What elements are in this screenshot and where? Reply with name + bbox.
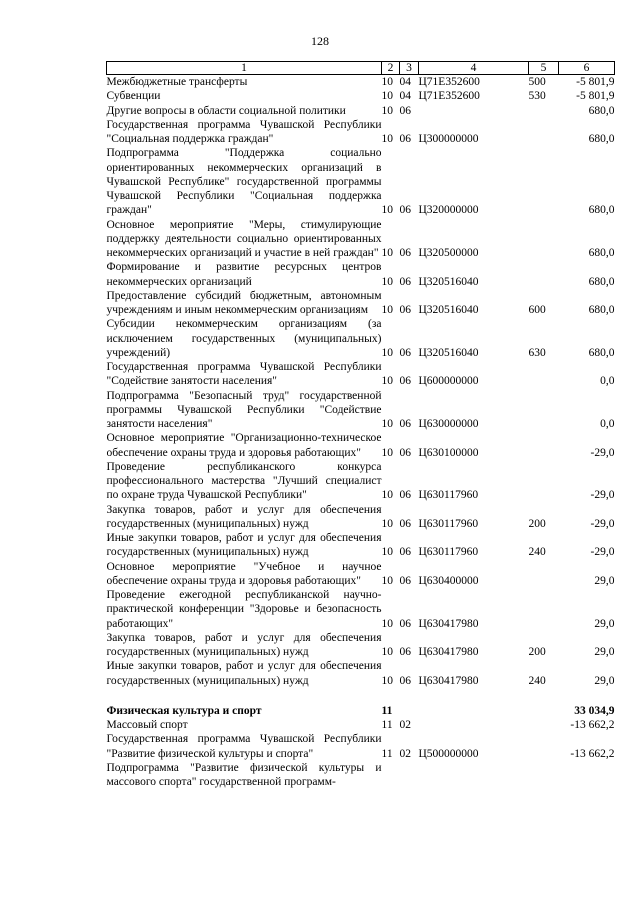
table-row — [107, 732, 615, 761]
row-target-article: Ц630417980 — [418, 646, 479, 658]
row-subsection-code: 06 — [399, 574, 411, 587]
row-target-article: Ц320516040 — [418, 304, 479, 316]
row-target-article: Ц320516040 — [418, 275, 479, 288]
row-name: Другие вопросы в области социальной политики — [106, 104, 346, 117]
row-subsection-code: 06 — [399, 133, 411, 145]
row-name: Межбюджетные трансферты — [106, 76, 248, 88]
row-expense-type — [529, 389, 559, 432]
row-name: Государственная программа Чувашской Республики "Содействие занятости населения" — [106, 361, 382, 388]
row-section-code: 10 — [381, 76, 393, 88]
table-row — [107, 146, 615, 217]
column-header: 2 — [382, 62, 400, 75]
row-section-code: 10 — [381, 646, 393, 658]
column-header: 3 — [400, 62, 419, 75]
row-amount: 29,0 — [594, 674, 615, 687]
row-expense-type — [529, 118, 559, 147]
row-target-article: Ц320500000 — [418, 247, 479, 259]
row-name: Проведение республиканского конкурса профессионального мастерства "Лучший специалист по охране труда Чувашской Республики" — [106, 460, 382, 502]
row-amount: -29,0 — [590, 446, 615, 459]
row-section-code: 10 — [381, 674, 393, 687]
row-name: Закупка товаров, работ и услуг для обеспечения государственных (муниципальных) нужд — [106, 631, 382, 658]
row-section-code: 10 — [381, 546, 393, 559]
row-expense-type — [529, 588, 559, 631]
table-row — [107, 761, 615, 790]
row-target-article: Ц630117960 — [418, 489, 479, 502]
row-expense-type — [529, 146, 559, 217]
table-row — [107, 431, 615, 460]
row-expense-type: 600 — [528, 304, 546, 316]
row-expense-type — [529, 761, 559, 790]
row-subsection-code: 06 — [399, 446, 411, 459]
row-amount: 0,0 — [600, 418, 615, 430]
table-row — [107, 218, 615, 261]
table-row — [107, 560, 615, 589]
row-name: Массовый спорт — [106, 719, 188, 731]
row-section-code: 10 — [381, 574, 393, 587]
row-amount: 33 034,9 — [574, 704, 615, 717]
row-section-code: 10 — [381, 304, 393, 316]
row-name: Иные закупки товаров, работ и услуг для обеспечения государственных (муниципальных) нужд — [106, 532, 382, 559]
row-section-code: 10 — [381, 489, 393, 502]
row-target-article: Ц300000000 — [418, 133, 479, 145]
row-section-code: 10 — [381, 104, 393, 117]
row-target-article: Ц630400000 — [418, 574, 479, 587]
row-section-code: 10 — [381, 418, 393, 430]
row-subsection-code: 02 — [399, 719, 411, 731]
row-subsection-code: 04 — [399, 76, 411, 88]
row-subsection-code: 06 — [399, 674, 411, 687]
column-header: 4 — [419, 62, 529, 75]
row-subsection-code: 06 — [399, 617, 411, 630]
row-subsection-code: 04 — [399, 90, 411, 103]
row-amount: -13 662,2 — [570, 747, 615, 760]
row-amount: -29,0 — [590, 546, 615, 559]
row-expense-type: 500 — [528, 76, 546, 88]
row-name: Основное мероприятие "Меры, стимулирующие поддержку деятельности социально ориентированных некоммерческих организаций и участие в ней граждан" — [106, 218, 382, 259]
row-expense-type: 630 — [528, 346, 546, 359]
row-target-article: Ц630417980 — [418, 617, 479, 630]
row-section-code: 10 — [381, 446, 393, 459]
row-amount: -5 801,9 — [576, 76, 615, 88]
row-subsection-code: 06 — [399, 517, 411, 530]
row-subsection-code: 06 — [399, 104, 411, 117]
row-amount — [559, 761, 615, 790]
table-row — [107, 89, 615, 103]
row-expense-type: 530 — [528, 90, 546, 103]
row-subsection-code — [400, 761, 419, 790]
row-subsection-code: 06 — [399, 204, 411, 217]
row-subsection-code: 06 — [399, 418, 411, 430]
row-amount: 680,0 — [588, 275, 615, 288]
row-amount: -29,0 — [590, 489, 615, 502]
row-name: Предоставление субсидий бюджетным, автономным учреждениям и иным некоммерческим организациям — [106, 289, 382, 316]
column-header: 6 — [559, 62, 615, 75]
row-amount: 680,0 — [588, 304, 615, 316]
row-name: Подпрограмма "Безопасный труд" государственной программы Чувашской Республики "Содействие занятости населения" — [106, 389, 382, 430]
row-name: Закупка товаров, работ и услуг для обеспечения государственных (муниципальных) нужд — [106, 503, 382, 530]
row-name: Субсидии некоммерческим организациям (за исключением государственных (муниципальных) учреждений) — [106, 318, 382, 359]
table-row — [107, 75, 615, 90]
row-section-code: 10 — [381, 275, 393, 288]
row-amount: 680,0 — [588, 133, 615, 145]
table-header — [107, 62, 615, 75]
row-section-code: 10 — [381, 90, 393, 103]
row-section-code: 11 — [381, 747, 393, 760]
row-subsection-code: 06 — [399, 275, 411, 288]
row-target-article: Ц630117960 — [418, 546, 479, 559]
table-row — [107, 659, 615, 688]
table-row — [107, 531, 615, 560]
row-amount: 680,0 — [588, 204, 615, 217]
row-subsection-code: 06 — [399, 375, 411, 388]
row-subsection-code: 06 — [399, 247, 411, 259]
row-name: Физическая культура и спорт — [106, 704, 262, 717]
row-name: Основное мероприятие "Организационно-техническое обеспечение охраны труда и здоровья работающих" — [106, 432, 382, 459]
row-target-article — [419, 718, 529, 732]
row-name: Государственная программа Чувашской Республики "Социальная поддержка граждан" — [106, 118, 382, 145]
row-target-article: Ц600000000 — [418, 375, 479, 388]
row-expense-type — [529, 218, 559, 261]
row-expense-type: 200 — [528, 517, 546, 530]
row-name: Проведение ежегодной республиканской научно-практической конференции "Здоровье и безопасность работающих" — [106, 589, 382, 630]
row-target-article — [419, 704, 529, 718]
spacer-row — [107, 688, 615, 704]
row-amount: 680,0 — [588, 346, 615, 359]
table-row — [107, 289, 615, 318]
row-target-article: Ц71Е352600 — [418, 90, 480, 103]
row-section-code — [382, 761, 400, 790]
row-section-code: 11 — [381, 719, 393, 731]
page-number: 128 — [311, 34, 329, 48]
column-header: 1 — [107, 62, 382, 75]
row-section-code: 10 — [381, 247, 393, 259]
spacer-cell — [107, 688, 615, 704]
table-row — [107, 104, 615, 118]
table-body — [107, 75, 615, 790]
row-target-article — [419, 104, 529, 118]
column-header: 5 — [529, 62, 559, 75]
budget-table — [106, 61, 615, 789]
table-row — [107, 718, 615, 732]
row-subsection-code — [400, 704, 419, 718]
row-expense-type — [529, 732, 559, 761]
row-amount: -29,0 — [590, 517, 615, 530]
row-target-article: Ц320000000 — [418, 204, 479, 217]
table-row — [107, 260, 615, 289]
row-expense-type — [529, 360, 559, 389]
row-expense-type — [529, 460, 559, 503]
row-subsection-code: 06 — [399, 489, 411, 502]
row-section-code: 10 — [381, 133, 393, 145]
row-target-article — [419, 761, 529, 790]
row-expense-type: 240 — [528, 674, 546, 687]
row-name: Иные закупки товаров, работ и услуг для обеспечения государственных (муниципальных) нужд — [106, 660, 382, 687]
table-row — [107, 360, 615, 389]
row-amount: 0,0 — [600, 375, 615, 388]
row-amount: 29,0 — [594, 617, 615, 630]
row-section-code: 10 — [381, 375, 393, 388]
row-section-code: 10 — [381, 346, 393, 359]
row-section-code: 11 — [381, 704, 393, 717]
row-expense-type — [529, 104, 559, 118]
row-expense-type: 240 — [528, 546, 546, 559]
row-target-article: Ц630000000 — [418, 418, 479, 430]
row-section-code: 10 — [381, 517, 393, 530]
table-row — [107, 460, 615, 503]
row-name: Подпрограмма "Поддержка социально ориентированных некоммерческих организаций в Чувашской Республике" государственной программы Чувашской Республики "Социальная поддержка граждан" — [106, 147, 382, 217]
row-expense-type: 200 — [528, 646, 546, 658]
row-expense-type — [529, 260, 559, 289]
row-subsection-code: 06 — [399, 546, 411, 559]
row-amount: 29,0 — [594, 574, 615, 587]
row-name: Подпрограмма "Развитие физической культуры и массового спорта" государственной программ- — [106, 761, 382, 788]
row-target-article: Ц630417980 — [418, 674, 479, 687]
row-name: Основное мероприятие "Учебное и научное обеспечение охраны труда и здоровья работающих" — [106, 560, 382, 587]
row-amount: -5 801,9 — [576, 90, 615, 103]
section-row — [107, 704, 615, 718]
row-expense-type — [529, 431, 559, 460]
row-target-article: Ц630117960 — [418, 517, 479, 530]
row-subsection-code: 06 — [399, 346, 411, 359]
row-name: Государственная программа Чувашской Республики "Развитие физической культуры и спорта" — [106, 733, 382, 760]
row-amount: 680,0 — [588, 104, 615, 117]
row-expense-type — [529, 718, 559, 732]
row-amount: -13 662,2 — [570, 719, 615, 731]
row-section-code: 10 — [381, 617, 393, 630]
row-subsection-code: 06 — [399, 646, 411, 658]
table-row — [107, 588, 615, 631]
row-target-article: Ц71Е352600 — [418, 76, 480, 88]
row-expense-type — [529, 704, 559, 718]
row-amount: 680,0 — [588, 247, 615, 259]
table-row — [107, 503, 615, 532]
row-section-code: 10 — [381, 204, 393, 217]
row-name: Формирование и развитие ресурсных центров некоммерческих организаций — [106, 261, 382, 288]
table-row — [107, 389, 615, 432]
table-row — [107, 631, 615, 660]
row-expense-type — [529, 560, 559, 589]
row-target-article: Ц630100000 — [418, 446, 479, 459]
row-subsection-code: 02 — [399, 747, 411, 760]
row-name: Субвенции — [106, 90, 161, 103]
table-row — [107, 317, 615, 360]
row-subsection-code: 06 — [399, 304, 411, 316]
row-amount: 29,0 — [594, 646, 615, 658]
row-target-article: Ц500000000 — [418, 747, 479, 760]
row-target-article: Ц320516040 — [418, 346, 479, 359]
table-row — [107, 118, 615, 147]
